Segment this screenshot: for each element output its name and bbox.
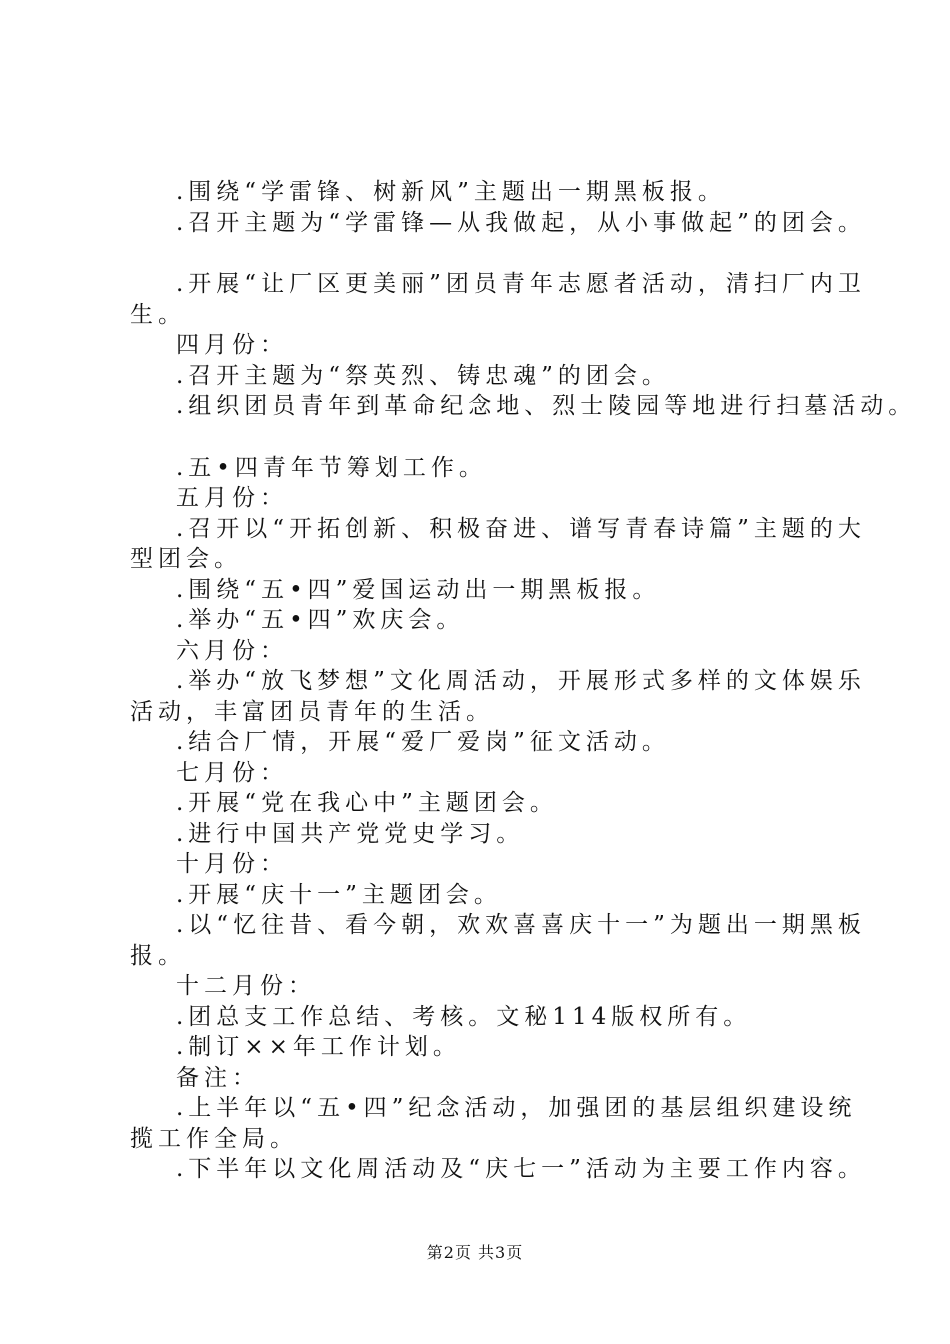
plan-item: .举办“五•四”欢庆会。 [176, 607, 465, 633]
plan-item: .举办“放飞梦想”文化周活动，开展形式多样的文体娱乐 [176, 668, 866, 694]
note-item: .下半年以文化周活动及“庆七一”活动为主要工作内容。 [176, 1156, 866, 1182]
plan-item: .围绕“五•四”爱国运动出一期黑板报。 [176, 577, 661, 603]
notes-heading: 备注： [176, 1065, 260, 1091]
plan-item: .开展“让厂区更美丽”团员青年志愿者活动，清扫厂内卫 [176, 271, 866, 297]
plan-item: .召开主题为“学雷锋—从我做起，从小事做起”的团会。 [176, 210, 866, 236]
plan-item: .开展“庆十一”主题团会。 [176, 882, 502, 908]
month-heading: 七月份： [176, 760, 288, 786]
plan-item: .团总支工作总结、考核。文秘114版权所有。 [176, 1004, 752, 1030]
plan-item: .制订××年工作计划。 [176, 1034, 461, 1060]
plan-item: .组织团员青年到革命纪念地、烈士陵园等地进行扫墓活动。 [176, 393, 917, 419]
plan-item: .五•四青年节筹划工作。 [176, 455, 487, 481]
plan-item: .召开主题为“祭英烈、铸忠魂”的团会。 [176, 363, 670, 389]
plan-item: .以“忆往昔、看今朝，欢欢喜喜庆十一”为题出一期黑板 [176, 912, 866, 938]
month-heading: 四月份： [176, 332, 288, 358]
plan-item-continuation: 生。 [130, 302, 186, 328]
page-number-footer: 第2页 共3页 [426, 1243, 524, 1262]
plan-item: .结合厂情，开展“爱厂爱岗”征文活动。 [176, 729, 670, 755]
month-heading: 十二月份： [176, 973, 316, 999]
plan-item-continuation: 型团会。 [130, 546, 242, 572]
month-heading: 五月份： [176, 485, 288, 511]
note-item-continuation: 揽工作全局。 [130, 1126, 298, 1152]
month-heading: 六月份： [176, 638, 288, 664]
plan-item: .进行中国共产党党史学习。 [176, 821, 525, 847]
plan-item: .围绕“学雷锋、树新风”主题出一期黑板报。 [176, 179, 726, 205]
note-item: .上半年以“五•四”纪念活动，加强团的基层组织建设统 [176, 1095, 857, 1121]
plan-item-continuation: 活动，丰富团员青年的生活。 [130, 699, 494, 725]
plan-item: .开展“党在我心中”主题团会。 [176, 790, 558, 816]
plan-item: .召开以“开拓创新、积极奋进、谱写青春诗篇”主题的大 [176, 516, 866, 542]
plan-item-continuation: 报。 [130, 943, 186, 969]
month-heading: 十月份： [176, 851, 288, 877]
